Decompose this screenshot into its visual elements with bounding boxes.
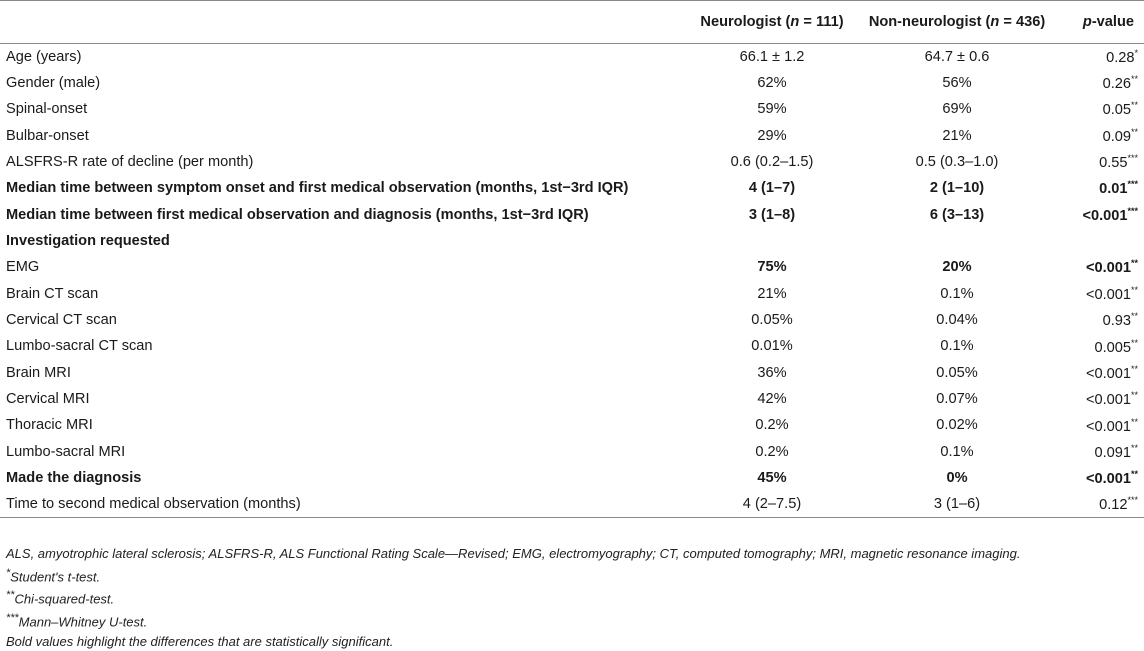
p-value [1058, 333, 1144, 359]
table-footnotes [6, 544, 1138, 651]
bold-values-note: Bold values highlight the differences that are statistically significant. [6, 633, 394, 649]
p-value-text: <0.001 [1085, 365, 1131, 382]
table-row [0, 228, 1144, 254]
p-value-text: 0.005 [1094, 339, 1131, 356]
non-neurologist-value [856, 96, 1058, 122]
row-label [0, 386, 688, 412]
p-value-footnote-mark: * [1134, 47, 1138, 58]
p-value-text: <0.001 [1085, 392, 1131, 409]
header-neurologist: Neurologist (n = 111) [700, 14, 844, 30]
neurologist-value-text: 29% [757, 127, 787, 144]
p-value-text: <0.001 [1085, 418, 1131, 435]
table-row [0, 123, 1144, 149]
table-row [0, 333, 1144, 359]
p-value [1058, 491, 1144, 517]
neurologist-value-text: 59% [757, 101, 787, 118]
table-row [0, 307, 1144, 333]
table-row [0, 491, 1144, 517]
non-neurologist-value [856, 228, 1058, 254]
p-value-text: 0.12 [1099, 497, 1128, 514]
row-label [0, 465, 688, 491]
row-label-text: Cervical CT scan [6, 312, 117, 329]
neurologist-value-text: 62% [757, 75, 787, 92]
neurologist-value-text: 21% [757, 285, 787, 302]
row-label-text: Time to second medical observation (months) [6, 496, 301, 513]
non-neurologist-value [856, 254, 1058, 280]
non-neurologist-value-text: 0.1% [940, 338, 974, 355]
row-label-text: ALSFRS-R rate of decline (per month) [6, 154, 254, 171]
p-value-text: 0.09 [1102, 128, 1131, 145]
table-row [0, 96, 1144, 122]
neurologist-value-text: 4 (2–7.5) [742, 496, 802, 513]
row-label-text: Thoracic MRI [6, 417, 93, 434]
p-value-footnote-mark: ** [1130, 74, 1138, 85]
p-value [1058, 412, 1144, 438]
row-label-text: Spinal-onset [6, 101, 88, 118]
neurologist-value-text: 0.2% [755, 417, 789, 434]
non-neurologist-value [856, 123, 1058, 149]
neurologist-value [688, 175, 856, 201]
footnote-mann-whitney: ***Mann–Whitney U-test. [6, 612, 148, 630]
non-neurologist-value [856, 70, 1058, 96]
p-value-text: 0.01 [1099, 181, 1128, 198]
row-label [0, 202, 688, 228]
neurologist-value [688, 307, 856, 333]
row-label [0, 333, 688, 359]
p-value-footnote-mark: ** [1130, 416, 1138, 427]
row-label [0, 70, 688, 96]
header-non-neurologist: Non-neurologist (n = 436) [868, 14, 1046, 30]
p-value-text: 0.55 [1099, 154, 1128, 171]
non-neurologist-value [856, 386, 1058, 412]
p-value-footnote-mark: ** [1130, 100, 1138, 111]
neurologist-value [688, 386, 856, 412]
p-value-footnote-mark: ** [1130, 311, 1138, 322]
non-neurologist-value [856, 307, 1058, 333]
p-value [1058, 386, 1144, 412]
non-neurologist-value [856, 175, 1058, 201]
row-label-text: Median time between symptom onset and first medical observation (months, 1st−3rd IQR) [6, 180, 629, 197]
p-value [1058, 360, 1144, 386]
p-value [1058, 228, 1144, 254]
non-neurologist-value-text: 21% [942, 127, 972, 144]
p-value [1058, 96, 1144, 122]
non-neurologist-value-text: 0.5 (0.3–1.0) [915, 154, 999, 171]
table-row [0, 386, 1144, 412]
row-label-text: Lumbo-sacral MRI [6, 443, 126, 460]
header-empty [0, 1, 688, 44]
row-label-text: Gender (male) [6, 75, 101, 92]
p-value [1058, 175, 1144, 201]
row-label [0, 281, 688, 307]
p-value-footnote-mark: ** [1130, 442, 1138, 453]
neurologist-value [688, 149, 856, 175]
table-row [0, 360, 1144, 386]
p-value-footnote-mark: ** [1130, 363, 1138, 374]
non-neurologist-value-text: 64.7 ± 0.6 [924, 48, 990, 65]
table-row [0, 70, 1144, 96]
table-row [0, 465, 1144, 491]
p-value-text: 0.28 [1106, 49, 1135, 66]
table-row [0, 149, 1144, 175]
neurologist-value [688, 44, 856, 70]
row-label [0, 360, 688, 386]
non-neurologist-value [856, 202, 1058, 228]
non-neurologist-value-text: 0.1% [940, 285, 974, 302]
row-label [0, 439, 688, 465]
p-value [1058, 439, 1144, 465]
row-label-text: Lumbo-sacral CT scan [6, 338, 153, 355]
row-label [0, 491, 688, 517]
p-value [1058, 254, 1144, 280]
table-row [0, 439, 1144, 465]
neurologist-value-text: 0.2% [755, 443, 789, 460]
row-label [0, 254, 688, 280]
row-label-text: Brain CT scan [6, 285, 99, 302]
non-neurologist-value [856, 149, 1058, 175]
p-value [1058, 44, 1144, 70]
table-header-row [0, 1, 1144, 44]
p-value-footnote-mark: ** [1130, 469, 1138, 480]
p-value-footnote-mark: ** [1130, 126, 1138, 137]
non-neurologist-value-text: 0.1% [940, 443, 974, 460]
neurologist-value [688, 228, 856, 254]
p-value [1058, 123, 1144, 149]
p-value [1058, 281, 1144, 307]
neurologist-value [688, 281, 856, 307]
p-value-footnote-mark: *** [1127, 153, 1138, 164]
non-neurologist-value-text: 0.07% [936, 391, 978, 408]
non-neurologist-value-text: 20% [942, 259, 972, 276]
non-neurologist-value [856, 412, 1058, 438]
row-label-text: EMG [6, 259, 40, 276]
row-label-text: Bulbar-onset [6, 127, 89, 144]
footnote-chi-squared: **Chi-squared-test. [6, 589, 115, 607]
row-label [0, 44, 688, 70]
p-value-footnote-mark: ** [1130, 258, 1138, 269]
p-value [1058, 70, 1144, 96]
table-row [0, 44, 1144, 70]
p-value [1058, 149, 1144, 175]
p-value-footnote-mark: *** [1127, 205, 1138, 216]
non-neurologist-value-text: 56% [942, 75, 972, 92]
neurologist-value [688, 254, 856, 280]
neurologist-value [688, 360, 856, 386]
row-label [0, 96, 688, 122]
footnote-t-test: *Student's t-test. [6, 566, 101, 584]
non-neurologist-value [856, 281, 1058, 307]
non-neurologist-value [856, 360, 1058, 386]
p-value-text: <0.001 [1085, 260, 1131, 277]
non-neurologist-value-text: 69% [942, 101, 972, 118]
row-label [0, 412, 688, 438]
non-neurologist-value-text: 0.04% [936, 312, 978, 329]
neurologist-value [688, 70, 856, 96]
p-value-footnote-mark: ** [1130, 284, 1138, 295]
neurologist-value-text: 3 (1–8) [748, 206, 796, 223]
neurologist-value-text: 4 (1–7) [748, 180, 796, 197]
p-value [1058, 202, 1144, 228]
row-label-text: Made the diagnosis [6, 470, 142, 487]
neurologist-value-text: 0.01% [751, 338, 793, 355]
non-neurologist-value [856, 439, 1058, 465]
non-neurologist-value-text: 3 (1–6) [933, 496, 981, 513]
neurologist-value [688, 491, 856, 517]
non-neurologist-value-text: 0.05% [936, 364, 978, 381]
row-label [0, 149, 688, 175]
neurologist-value [688, 439, 856, 465]
non-neurologist-value-text: 2 (1–10) [929, 180, 985, 197]
non-neurologist-value [856, 44, 1058, 70]
table-row [0, 175, 1144, 201]
non-neurologist-value-text: 6 (3–13) [929, 206, 985, 223]
neurologist-value [688, 123, 856, 149]
row-label [0, 123, 688, 149]
neurologist-value [688, 412, 856, 438]
neurologist-value-text: 0.05% [751, 312, 793, 329]
row-label-text: Cervical MRI [6, 391, 90, 408]
neurologist-value-text: 45% [757, 470, 787, 487]
neurologist-value-text: 0.6 (0.2–1.5) [730, 154, 814, 171]
p-value-footnote-mark: ** [1130, 390, 1138, 401]
table-body [0, 44, 1144, 518]
p-value [1058, 465, 1144, 491]
p-value-text: 0.26 [1102, 75, 1131, 92]
table-row [0, 202, 1144, 228]
neurologist-value-text: 36% [757, 364, 787, 381]
p-value-footnote-mark: *** [1127, 495, 1138, 506]
p-value-text: <0.001 [1085, 286, 1131, 303]
abbreviations-note: ALS, amyotrophic lateral sclerosis; ALSFRS-R, ALS Functional Rating Scale—Revised; EMG, electromyography; CT, computed tomography; MRI, magnetic resonance imaging. [6, 546, 1021, 561]
p-value-footnote-mark: ** [1130, 337, 1138, 348]
neurologist-value [688, 465, 856, 491]
p-value-text: <0.001 [1085, 471, 1131, 488]
row-label [0, 175, 688, 201]
non-neurologist-value [856, 333, 1058, 359]
neurologist-value-text: 66.1 ± 1.2 [739, 48, 805, 65]
header-p-value: p-value [1082, 14, 1134, 30]
table-row [0, 412, 1144, 438]
row-label [0, 228, 688, 254]
neurologist-value-text: 75% [757, 259, 787, 276]
row-label-text: Investigation requested [6, 233, 170, 250]
row-label [0, 307, 688, 333]
neurologist-value-text: 42% [757, 391, 787, 408]
table-row [0, 254, 1144, 280]
non-neurologist-value-text: 0% [946, 470, 968, 487]
p-value-text: <0.001 [1082, 207, 1128, 224]
p-value-text: 0.93 [1102, 313, 1131, 330]
p-value-text: 0.091 [1094, 444, 1131, 461]
non-neurologist-value [856, 465, 1058, 491]
neurologist-value [688, 96, 856, 122]
p-value-footnote-mark: *** [1127, 179, 1138, 190]
neurologist-value [688, 333, 856, 359]
p-value-text: 0.05 [1102, 102, 1131, 119]
p-value [1058, 307, 1144, 333]
row-label-text: Brain MRI [6, 364, 71, 381]
table-row [0, 281, 1144, 307]
row-label-text: Age (years) [6, 48, 82, 65]
row-label-text: Median time between first medical observation and diagnosis (months, 1st−3rd IQR) [6, 206, 589, 223]
non-neurologist-value-text: 0.02% [936, 417, 978, 434]
non-neurologist-value [856, 491, 1058, 517]
neurologist-value [688, 202, 856, 228]
